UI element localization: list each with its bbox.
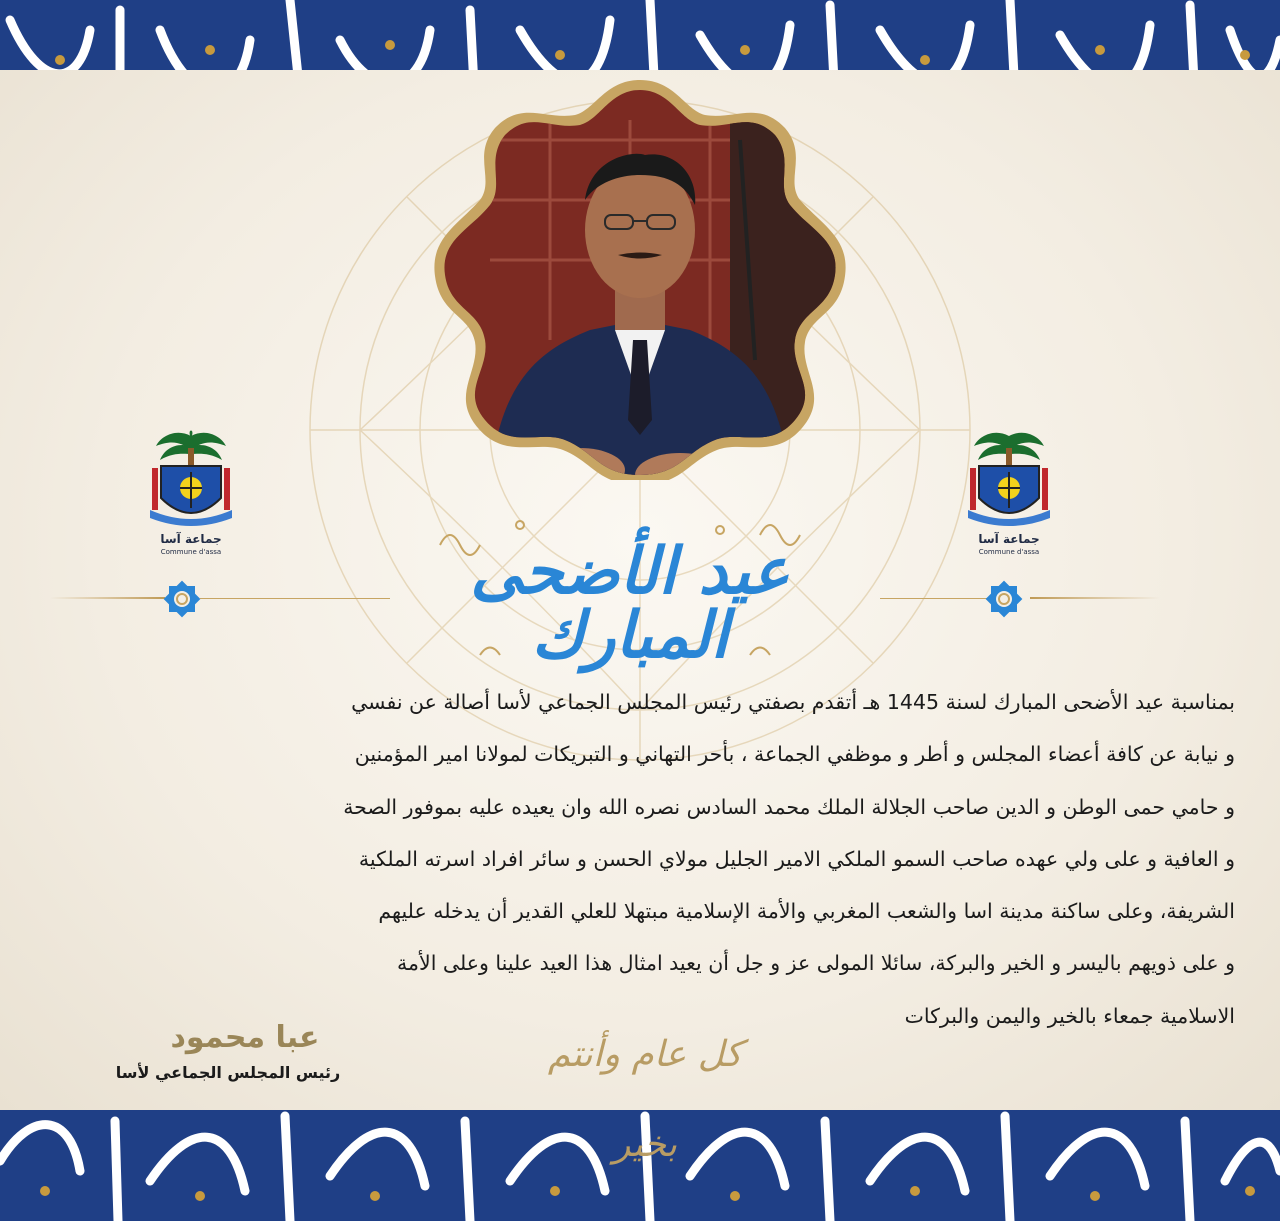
- divider-right: [1030, 597, 1160, 599]
- palm-crest-icon: [146, 428, 236, 532]
- logo-caption-arabic: جماعة آسا: [160, 532, 222, 546]
- commune-logo-right: [964, 428, 1054, 558]
- rosette-icon: [163, 580, 201, 618]
- signature-role: رئيس المجلس الجماعي لأسا: [115, 1063, 341, 1082]
- message-line: و نيابة عن كافة أعضاء المجلس و أطر و موظفي الجماعة ، بأحر التهاني و التبريكات لمولانا امير المؤمنين: [354, 742, 1235, 767]
- portrait-frame: [430, 80, 850, 480]
- logo-caption-french: Commune d'assa: [160, 548, 222, 556]
- message-body: [45, 676, 1235, 1042]
- eid-title: عيد الأضحى المبارك: [470, 534, 790, 673]
- logo-caption-french: Commune d'assa: [978, 548, 1040, 556]
- divider-mid-left: [200, 598, 390, 599]
- message-line: الاسلامية جمعاء بالخير واليمن والبركات: [904, 1003, 1235, 1028]
- greeting-calligraphy: كل عام وأنتم بخير: [547, 1034, 743, 1165]
- message-line: الشريفة، وعلى ساكنة مدينة اسا والشعب المغربي والأمة الإسلامية مبتهلا للعلي القدير أن يدخله عليهم: [378, 899, 1235, 924]
- signature-name: عبا محمود: [170, 1020, 320, 1055]
- message-line: بمناسبة عيد الأضحى المبارك لسنة 1445 هـ أتقدم بصفتي رئيس المجلس الجماعي لأسا أصالة عن نفسي: [351, 690, 1235, 714]
- rosette-icon: [985, 580, 1023, 618]
- message-line: و العافية و على ولي عهده صاحب السمو الملكي الامير الجليل مولاي الحسن و سائر افراد اسرته الملكية: [358, 846, 1235, 871]
- message-line: و على ذويهم باليسر و الخير والبركة، سائلا المولى عز و جل أن يعيد امثال هذا العيد علينا وعلى الأمة: [397, 951, 1235, 976]
- palm-crest-icon: [964, 428, 1054, 532]
- message-line: و حامي حمى الوطن و الدين صاحب الجلالة الملك محمد السادس نصره الله وان يعيده عليه بموفور الصحة: [343, 794, 1235, 819]
- logo-caption-arabic: جماعة آسا: [978, 532, 1040, 546]
- commune-logo-left: [146, 428, 236, 558]
- divider-mid-right: [880, 598, 1000, 599]
- divider-left: [50, 597, 165, 599]
